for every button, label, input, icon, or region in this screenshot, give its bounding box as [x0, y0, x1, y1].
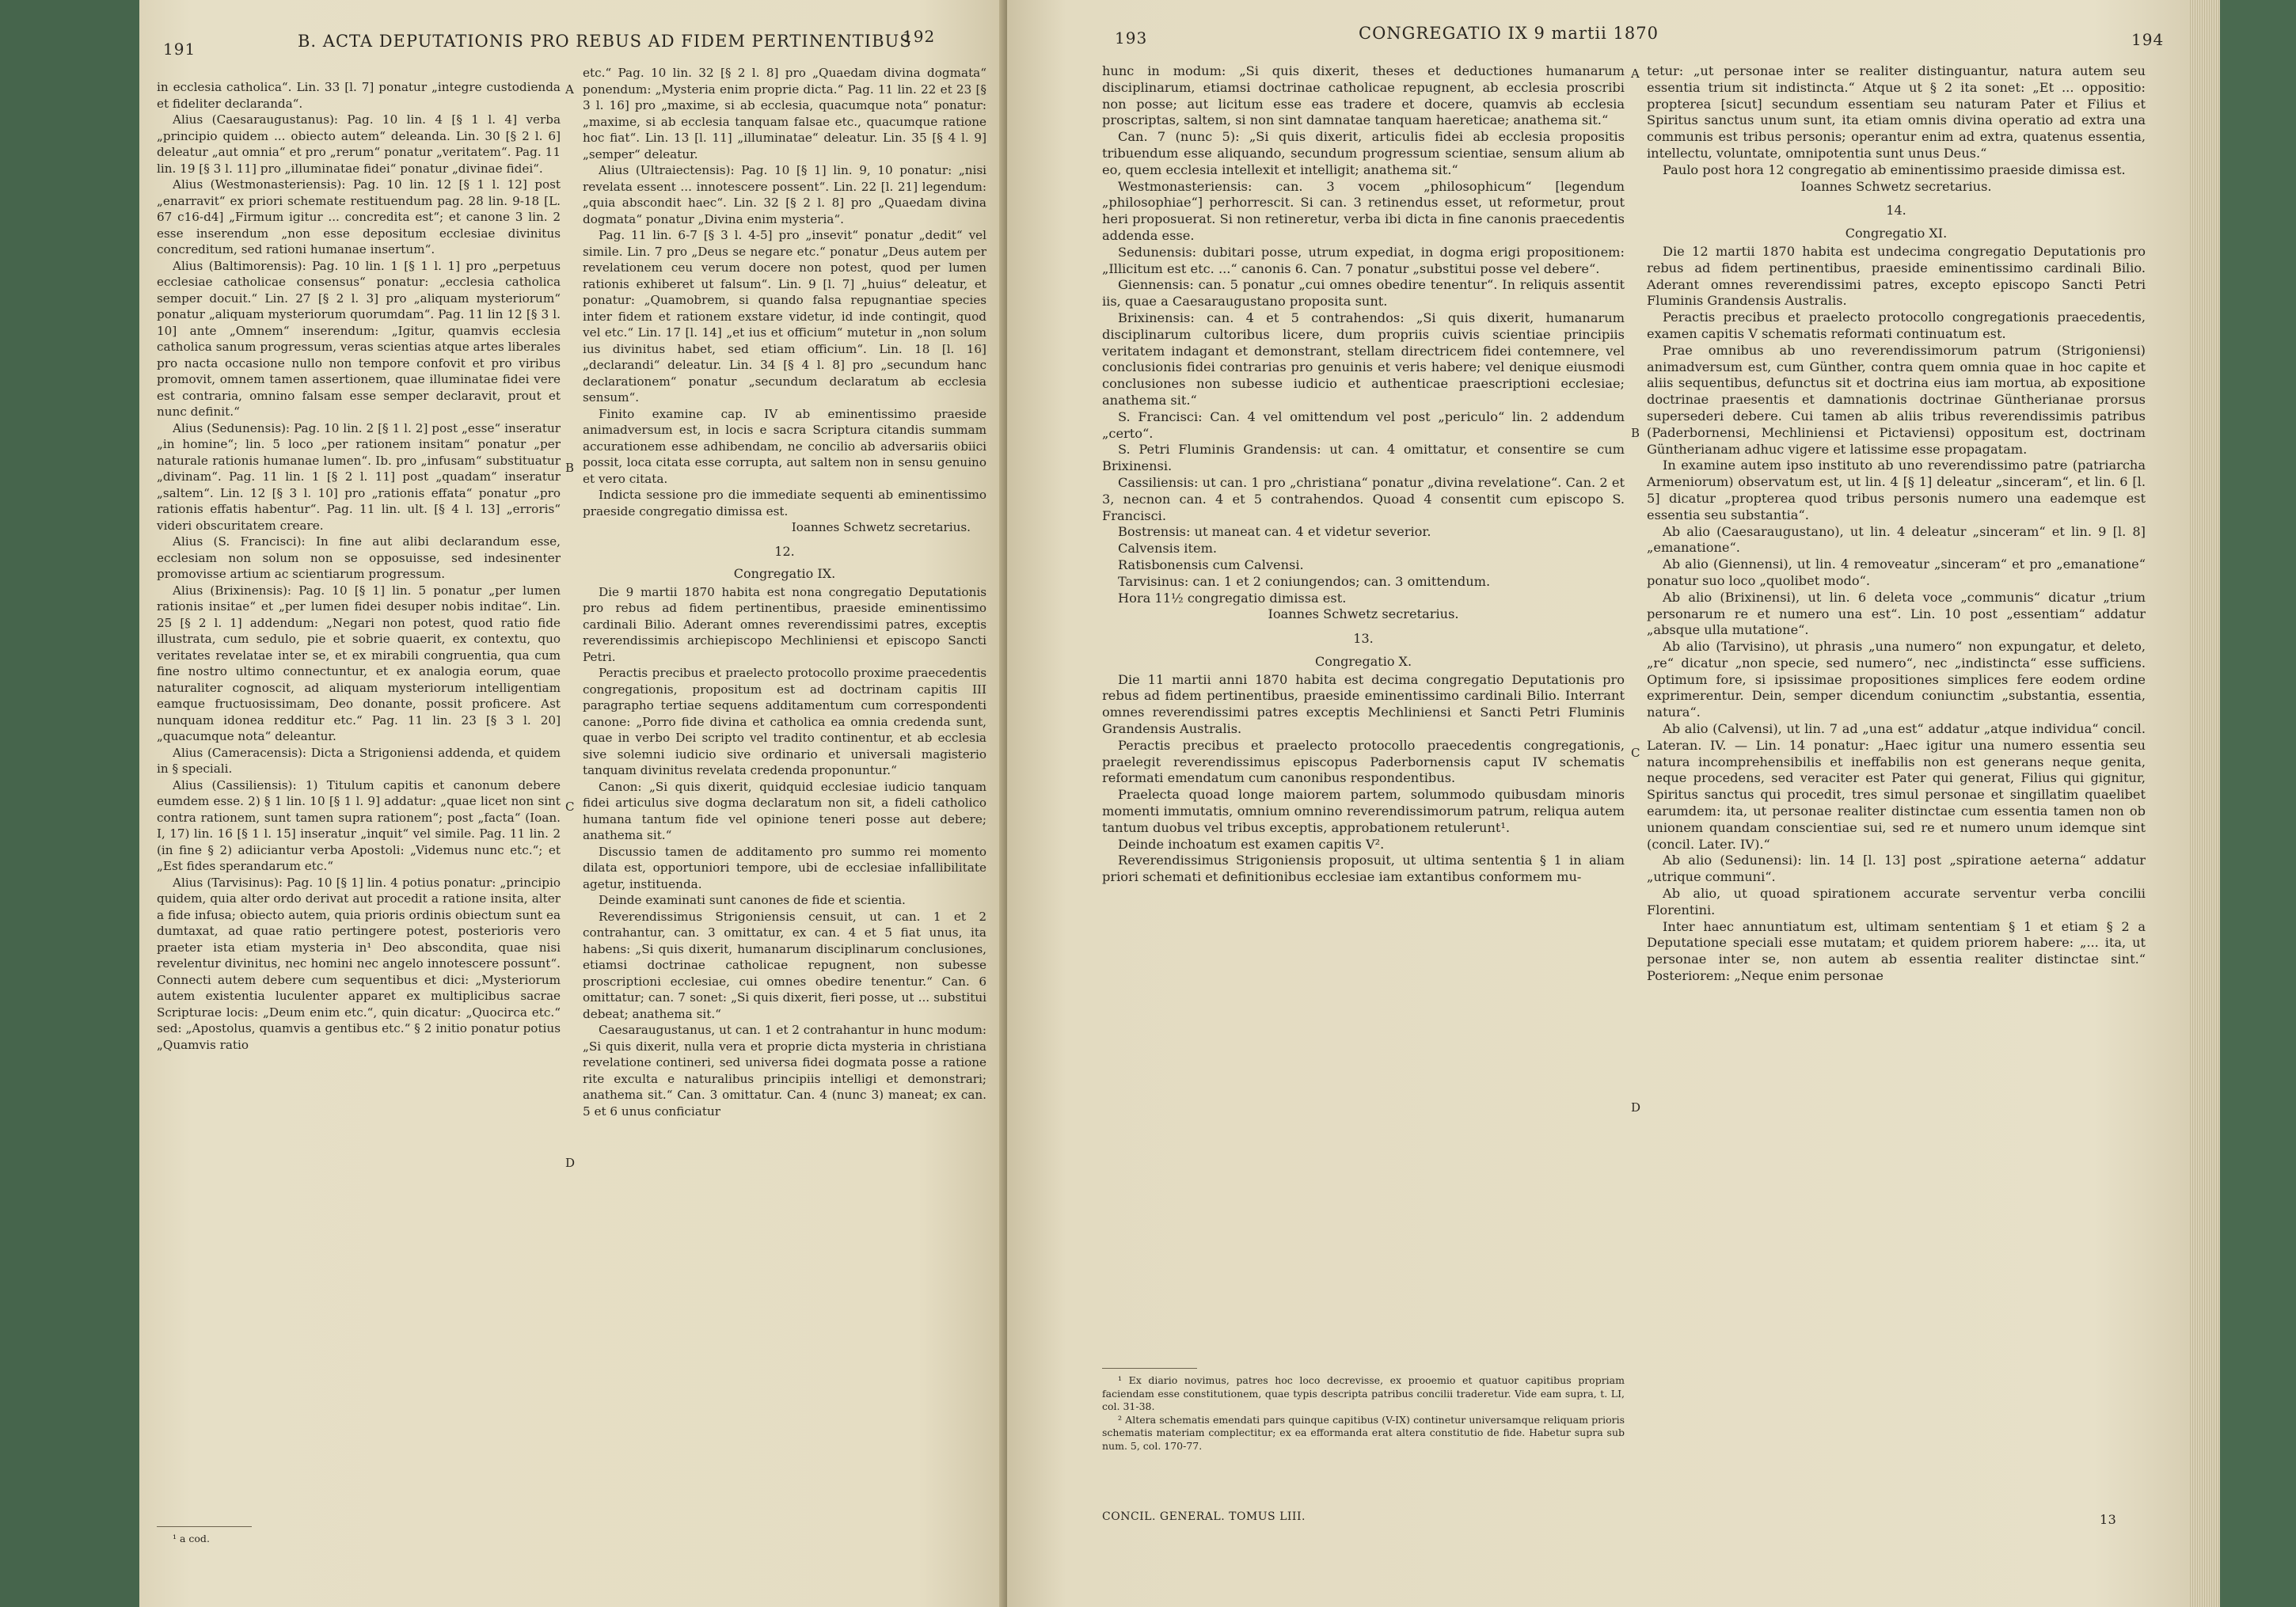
paragraph: Ab alio (Tarvisino), ut phrasis „una numero“ non expungatur, et deleto, „re“ dicatur „non specie, sed numero“, nec „indistincta“ esse sufficiens. Optimum fore, si ipsissimae propositiones simplices fere eodem ordine exprimerentur. Dein, semper dicendum coniunctim „substantia, essentia, natura“.: [1647, 639, 2146, 720]
paragraph: Ab alio (Sedunensi): lin. 14 [l. 13] post „spirationе aeterna“ addatur „utrique communi“.: [1647, 853, 2146, 885]
paragraph: Alius (Baltimorensis): Pag. 10 lin. 1 [§ 1 l. 1] pro „perpetuus ecclesiae catholicae consensus“ ponatur: „ecclesia catholica semper docuit.“ Lin. 27 [§ 2 l. 3] pro „aliquam mysteriorum“ ponatur „aliquam mysteriorum quorumdam“. Pag. 11 lin 12 [§ 3 l. 10] ante „Omnem“ inserendum: „Igitur, quamvis ecclesia catholica sanum progressum, veras scientias atque artes liberales pro nacta occasione nullo non tempore confovit et pro viribus promovit, omnem tamen assertionem, quae illuminatae fidei vere est contraria, omnino falsam esse semper declaravit, prout et nunc definit.“: [157, 258, 561, 419]
paragraph: Alius (Cameracensis): Dicta a Strigoniensi addenda, et quidem in § speciali.: [157, 745, 561, 776]
paragraph: Can. 7 (nunc 5): „Si quis dixerit, articulis fidei ab ecclesia propositis tribuendum esse aliquando, secundum progressum scientiae, sensum alium ab eo, quem ecclesia intellexit et intelligit; anathema sit.“: [1102, 129, 1625, 177]
section-heading: Congregatio XI.: [1845, 226, 1948, 241]
footnote-2: ² Altera schematis emendati pars quinque capitibus (V-IX) continetur universamque reliquam prioris schematis materiam complectitur; ex ea efformanda erat altera constitutio de fide. Habetur supra sub num. 5, col. 170-77.: [1102, 1413, 1625, 1452]
margin-letter-d: D: [1631, 1100, 1641, 1115]
paragraph: Alius (Westmonasteriensis): Pag. 10 lin. 12 [§ 1 l. 12] post „enarravit“ ex priori schemate restituendum pag. 28 lin. 9-18 [L. 67 c16-d4] „Firmum igitur ... concredita est“; et canone 3 lin. 2 esse inserendum „non esse depositum ecclesiae divinitus concreditum, sed rationi humanae insertum“.: [157, 177, 561, 256]
page-number-192: 192: [903, 27, 936, 46]
paragraph: Sedunensis: dubitari posse, utrum expediat, in dogma erigi propositionem: „Illicitum est etc. ...“ canonis 6. Can. 7 ponatur „substitui posse vel debere“.: [1102, 244, 1625, 276]
margin-letter-a: A: [1631, 66, 1640, 81]
left-page-column-2: [583, 65, 986, 1119]
paragraph: S. Francisci: Can. 4 vel omittendum vel post „periculo“ lin. 2 addendum „certo“.: [1102, 408, 1625, 441]
footnote-left: ¹ a cod.: [173, 1533, 210, 1544]
page-edges: [2188, 0, 2220, 1607]
paragraph: S. Petri Fluminis Grandensis: ut can. 4 omittatur, et consentire se cum Brixinensi.: [1102, 442, 1625, 474]
left-page-column-1: [157, 79, 561, 1053]
paragraph: Ab alio (Giennensi), ut lin. 4 removeatur „sinceram“ et pro „emanatione“ ponatur suo loco „quolibet modo“.: [1647, 557, 2146, 588]
paragraph: Reverendissimus Strigoniensis proposuit, ut ultima sententia § 1 in aliam priori schemati et definitionibus ecclesiae iam extantibus conformem mu-: [1102, 853, 1625, 885]
footnotes-right: [1102, 1374, 1625, 1453]
right-page-column-1: [1102, 63, 1625, 886]
paragraph: Brixinensis: can. 4 et 5 contrahendos: „Si quis dixerit, humanarum disciplinarum cultoribus licere, dum propriis cuivis scientiae principiis veritatem indagant et demonstrant, stellam directricem fidei contemnere, vel conclusionis fidei contrarias pro genuinis et veris habere; vel denique eiusmodi conclusiones non subesse iudicio et authenticae praescriptioni ecclesiae; anathema sit.“: [1102, 310, 1625, 408]
paragraph: Ab alio (Brixinensi), ut lin. 6 deleta voce „communis“ dicatur „trium personarum re et numero una est“. Lin. 10 post „essentiam“ addatur „absque ulla mutatione“.: [1647, 589, 2146, 638]
secretary-signature: Ioannes Schwetz secretarius.: [1800, 178, 1992, 194]
secretary-signature: Ioannes Schwetz secretarius.: [1268, 606, 1459, 622]
paragraph: Alius (Caesaraugustanus): Pag. 10 lin. 4 [§ 1 l. 4] verba „principio quidem ... obiecto autem“ deleanda. Lin. 30 [§ 2 l. 6] deleatur „aut omnia“ et pro „rerum“ ponatur „veritatem“. Pag. 11 lin. 19 [§ 3 l. 11] pro „illuminatae fidei“ ponatur „divinae fidei“.: [157, 112, 561, 176]
paragraph: Paulo post hora 12 congregatio ab eminentissimo praeside dimissa est.: [1663, 161, 2126, 177]
paragraph: Finito examine cap. IV ab eminentissimo praeside animadversum est, in locis e sacra Scriptura citandis summam accurationem esse adhibendam, ne concilio ab adversariis obiici possit, loca citata esse corrupta, aut saltem non in sensu genuino et vero citata.: [583, 406, 986, 486]
paragraph: Prae omnibus ab uno reverendissimorum patrum (Strigoniensi) animadversum est, cum Günther, contra quem omnia quae in hoc capite et aliis sequentibus, defunctus sit et doctrina eius iam mortua, ab expositione doctrinae praesentis et damnationis doctrinae Güntherianae prorsus supersederi debere. Cui tamen ab aliis tribus reverendissimis patribus (Paderbornensi, Mechliniensi et Pictaviensi) oppositum est, doctrinam Güntherianam adhuc vigere et latissime esse propagatam.: [1647, 342, 2146, 457]
paragraph: Deinde inchoatum est examen capitis V².: [1118, 836, 1385, 852]
page-number-194: 194: [2131, 30, 2165, 49]
paragraph: Indicta sessione pro die immediate sequenti ab eminentissimo praeside congregatio dimissa est.: [583, 488, 986, 519]
paragraph: Caesaraugustanus, ut can. 1 et 2 contrahantur in hunc modum: „Si quis dixerit, nulla vera et proprie dicta mysteria in christiana revelatione contineri, sed universa fidei dogmata posse a ratione rite exculta e naturalibus principiis intelligi et demonstrari; anathema sit.“ Can. 3 omittatur. Can. 4 (nunc 3) maneat; ex can. 5 et 6 unus conficiatur: [583, 1023, 986, 1119]
paragraph: Alius (Ultraiectensis): Pag. 10 [§ 1] lin. 9, 10 ponatur: „nisi revelata essent ... innotescere possent“. Lin. 22 [l. 21] legendum: „quia abscondit haec“. Lin. 32 [§ 2 l. 8] pro „Quaedam divina dogmata“ ponatur „Divina enim mysteria“.: [583, 163, 986, 226]
paragraph: Ratisbonensis cum Calvensi.: [1118, 557, 1304, 572]
section-number: 13.: [1353, 631, 1374, 647]
paragraph: tetur: „ut personae inter se realiter distinguantur, natura autem seu essentia trium sit indistincta.“ Atque ut § 2 ita sonet: „Et ... oppositio: propterea [sicut] secundum essentiam seu naturam Pater et Filius et Spiritus sanctus unum sunt, ita etiam omnis divina operatio ad extra una communis est tribus personis; operantur enim ad extra, quatenus essentia, intellectu, voluntate, omnipotentia sunt unus Deus.“: [1647, 63, 2146, 161]
paragraph: Alius (S. Francisci): In fine aut alibi declarandum esse, ecclesiam non solum non se opposuisse, sed indesinenter promovisse artium ac scientiarum progressum.: [157, 534, 561, 581]
section-heading: Congregatio IX.: [733, 566, 836, 581]
paragraph: In examine autem ipso instituto ab uno reverendissimo patre (patriarcha Armeniorum) observatum est, ut lin. 4 [§ 1] deleatur „sinceram“, et lin. 6 [l. 5] dicatur „propterea quod tribus personis numero una eademque est essentia seu substantia“.: [1647, 458, 2146, 522]
paragraph: Die 12 martii 1870 habita est undecima congregatio Deputationis pro rebus ad fidem pertinentibus, praeside eminentissimo cardinali Bilio. Aderant omnes reverendissimi patres, excepto episcopo Sancti Petri Fluminis Grandensis Australis.: [1647, 243, 2146, 309]
paragraph: Peractis precibus et praelecto protocollo proxime praecedentis congregationis, propositum est ad doctrinam capitis III paragrapho tertiae sequens additamentum cum correspondenti canone: „Porro fide divina et catholica ea omnia credenda sunt, quae in verbo Dei scripto vel tradito continentur, et ab ecclesia sive solemni iudicio sive ordinario et universali magisterio tanquam divinitus revelata credenda proponuntur.“: [583, 666, 986, 777]
printer-signature-line: CONCIL. GENERAL. TOMUS LIII.: [1102, 1510, 1306, 1523]
margin-letter-b: B: [565, 461, 575, 475]
paragraph: Die 9 martii 1870 habita est nona congregatio Deputationis pro rebus ad fidem pertinentibus, praeside eminentissimo cardinali Bilio. Aderant omnes reverendissimi patres, exceptis reverendissimis archiepiscopo Mechliniensi et episcopo Sancti Petri.: [583, 584, 986, 664]
paragraph: Ab alio (Caesaraugustano), ut lin. 4 deleatur „sinceram“ et lin. 9 [l. 8] „emanatione“.: [1647, 523, 2146, 556]
paragraph: in ecclesia catholica“. Lin. 33 [l. 7] ponatur „integre custodienda et fideliter declaranda“.: [157, 80, 561, 111]
paragraph: Peractis precibus et praelecto protocollo praecedentis congregationis, praelegit reverendissimus episcopus Paderbornensis caput IV schematis reformati emendatum cum canonibus respondentibus.: [1102, 737, 1625, 786]
section-heading: Congregatio X.: [1314, 653, 1412, 669]
paragraph: Cassiliensis: ut can. 1 pro „christiana“ ponatur „divina revelatione“. Can. 2 et 3, necnon can. 4 et 5 contrahendos. Quoad 4 consentit cum episcopo S. Francisci.: [1102, 474, 1625, 523]
paragraph: Peractis precibus et praelecto protocollo congregationis praecedentis, examen capitis V schematis reformati continuatum est.: [1647, 310, 2146, 341]
paragraph: Inter haec annuntiatum est, ultimam sententiam § 1 et etiam § 2 a Deputatione speciali esse mutatam; et quidem priorem habere: „... ita, ut personae inter se, non autem ab essentia realiter distinctae sint.“ Posteriorem: „Neque enim personae: [1647, 918, 2146, 984]
page-number-191: 191: [163, 40, 196, 59]
paragraph: etc.“ Pag. 10 lin. 32 [§ 2 l. 8] pro „Quaedam divina dogmata“ ponendum: „Mysteria enim proprie dicta.“ Pag. 11 lin. 22 et 23 [§ 3 l. 16] pro „maxime, si ab ecclesia, quacumque nota“ ponatur: „maxime, si ab ecclesia tanquam falsae etc., quacumque ratione hoc fiat“. Lin. 13 [l. 11] „illuminatae“ deleatur. Lin. 35 [§ 4 l. 9] „semper“ deleatur.: [583, 66, 986, 161]
paragraph: Canon: „Si quis dixerit, quidquid ecclesiae iudicio tanquam fidei articulus sive dogma declaratum non sit, a fideli catholico humana tantum fide vel opinione teneri posse aut debere; anathema sit.“: [583, 779, 986, 842]
paragraph: Pag. 11 lin. 6-7 [§ 3 l. 4-5] pro „insevit“ ponatur „dedit“ vel simile. Lin. 7 pro „Deus se negare etc.“ ponatur „Deus autem per revelationem ceu verum docere non potest, quod per lumen rationis exhiberet ut falsum“. Lin. 9 [l. 7] „huius“ deleatur, et ponatur: „Quamobrem, si quando falsa repugnantiae species inter fidem et rationem exstare videtur, id inde contingit, quod vel etc.“ Lin. 17 [l. 14] „et ius et officium“ mutetur in „non solum ius divinitus habet, sed etiam officium“. Lin. 18 [l. 16] „declarandi“ deleatur. Lin. 34 [§ 4 l. 8] pro „secundum hanc declarationem“ ponatur „secundum declaratum ab ecclesia sensum“.: [583, 228, 986, 405]
margin-letter-d: D: [565, 1156, 576, 1170]
paragraph: Discussio tamen de additamento pro summo rei momento dilata est, opportuniori tempore, ubi de ecclesiae infallibilitate agetur, instituenda.: [583, 844, 986, 891]
margin-letter-b: B: [1631, 426, 1640, 440]
paragraph: Alius (Brixinensis): Pag. 10 [§ 1] lin. 5 ponatur „per lumen rationis insitae“ et „per lumen fidei desuper nobis inditae“. Lin. 25 [§ 2 l. 1] addendum: „Negari non potest, quod ratio fide illustrata, cum sedulo, pie et sobrie quaerit, ex contextu, quo veritates revelatae inter se, et ex mirabili congruentia, qua cum fine nostro ultimo connectuntur, et ex analogia eorum, quae naturaliter cognoscit, ad aliquam mysteriorum intelligentiam eamque fructuosissimam, Deo donante, possit proficere. Ast nunquam idonea redditur etc.“ Pag. 11 lin. 23 [§ 3 l. 20] „quacumque nota“ deleantur.: [157, 583, 561, 743]
paragraph: Giennensis: can. 5 ponatur „cui omnes obedire tenentur“. In reliquis assentit iis, quae a Caesaraugustano proposita sunt.: [1102, 277, 1625, 310]
gathering-signature-number: 13: [2100, 1512, 2117, 1527]
paragraph: Tarvisinus: can. 1 et 2 coniungendos; can. 3 omittendum.: [1118, 573, 1491, 589]
paragraph: hunc in modum: „Si quis dixerit, theses et deductiones humanarum disciplinarum, etiamsi doctrinae catholicae repugnent, ab ecclesia proscribi non posse; aut licitum esse eas tradere et docere, quamvis ab ecclesia proscriptas, saltem, si non sint damnatae tanquam haereticae; anathema sit.“: [1102, 63, 1625, 128]
paragraph: Praelecta quoad longe maiorem partem, solummodo quibusdam minoris momenti immutatis, omnium omnino reverendissimorum patrum, reliqua autem tantum duobus vel tribus exceptis, approbationem retulerunt¹.: [1102, 787, 1625, 835]
paragraph: Westmonasteriensis: can. 3 vocem „philosophicum“ [legendum „philosophiae“] perhorrescit. Si can. 3 retinendus esset, ut reformetur, prout heri proposuerat. Si non retineretur, verba ibi dicta in fine canonis praecedentis addenda esse.: [1102, 178, 1625, 243]
paragraph: Bostrensis: ut maneat can. 4 et videtur severior.: [1118, 524, 1431, 540]
paragraph: Calvensis item.: [1118, 541, 1218, 557]
footnote-1: ¹ Ex diario novimus, patres hoc loco decrevisse, ex prooemio et quatuor capitibus propriam faciendam esse constitutionem, quae typis descripta patribus concilii traderetur. Vide eam supra, t. LI, col. 31-38.: [1102, 1374, 1625, 1412]
section-number: 12.: [774, 543, 795, 559]
running-head-right: CONGREGATIO IX 9 martii 1870: [1359, 24, 1659, 43]
paragraph: Hora 11½ congregatio dimissa est.: [1118, 590, 1347, 606]
right-page-column-2: [1647, 63, 2146, 985]
paragraph: Reverendissimus Strigoniensis censuit, ut can. 1 et 2 contrahantur, can. 3 omittatur, ex can. 4 et 5 fiat unus, ita habens: „Si quis dixerit, humanarum disciplinarum conclusiones, etiamsi doctrinae catholicae repugnent, non subesse proscriptioni ecclesiae, cui omnes obedire tenentur.“ Can. 6 omittatur; can. 7 sonet: „Si quis dixerit, fieri posse, ut ... substitui debeat; anathema sit.“: [583, 909, 986, 1021]
page-number-193: 193: [1115, 28, 1148, 47]
left-page: [139, 0, 1005, 1607]
paragraph: Alius (Cassiliensis): 1) Titulum capitis et canonum debere eumdem esse. 2) § 1 lin. 10 [§ 1 l. 9] addatur: „quae licet non sint contra rationem, sunt tamen supra rationem“; post „facta“ (Ioan. I, 17) lin. 16 [§ 1 l. 15] inseratur „inquit“ vel simile. Pag. 11 lin. 2 (in fine § 2) adiiciantur verba Apostoli: „Videmus nunc etc.“; et „Est fides sperandarum etc.“: [157, 777, 561, 873]
paragraph: Ab alio, ut quoad spirationem accurate serventur verba concilii Florentini.: [1647, 886, 2146, 917]
secretary-signature: Ioannes Schwetz secretarius.: [791, 520, 971, 534]
paragraph: Alius (Tarvisinus): Pag. 10 [§ 1] lin. 4 potius ponatur: „principio quidem, quia alter ordo derivat aut procedit a ratione insita, alter a fide infusa; obiecto autem, quia prioris ordinis obiectum sunt ea dumtaxat, ad quae ratio pertingere potest, posterioris vero praeter ista etiam mysteria in¹ Deo abscondita, quae nisi revelentur divinitus, nec homini nec angelo innotescere possunt“. Connecti autem debere cum sequentibus et dici: „Mysteriorum autem existentia luculenter apparet ex multiplicibus sacrae Scripturae locis: „Deum enim etc.“, quin dicatur: „Quocirca etc.“ sed: „Apostolus, quamvis a gentibus etc.“ § 2 initio ponatur potius „Quamvis ratio: [157, 875, 561, 1052]
paragraph: Ab alio (Calvensi), ut lin. 7 ad „una est“ addatur „atque individua“ concil. Lateran. IV. — Lin. 14 ponatur: „Haec igitur una numero essentia seu natura incomprehensibilis et ineffabilis non est generans neque genita, neque procedens, sed veraciter est Pater qui generat, Filius qui gignitur, Spiritus sanctus qui procedit, tres simul personae et singillatim quaelibet earumdem: ita, ut personae realiter distinctae cum essentia tamen non ob unionem quandam conscientiae sui, sed re et numero unum idemque sint (concil. Later. IV).“: [1647, 721, 2146, 852]
footnote-rule: [1102, 1368, 1197, 1369]
right-page: [1007, 0, 2188, 1607]
footnote-rule: [157, 1526, 252, 1527]
background-left: [0, 0, 139, 1607]
margin-letter-a: A: [565, 82, 574, 97]
margin-letter-c: C: [565, 800, 575, 814]
paragraph: Alius (Sedunensis): Pag. 10 lin. 2 [§ 1 l. 2] post „esse“ inseratur „in homine“; lin. 5 loco „per rationem insitam“ ponatur „per naturale rationis humanae lumen“. Ib. pro „infusam“ substituatur „divinam“. Pag. 11 lin. 1 [§ 2 l. 11] post „quadam“ inseratur „saltem“. Lin. 12 [§ 3 l. 10] pro „rationis effata“ ponatur „pro rationis effatis habentur“. Pag. 11 lin. ult. [§ 4 l. 13] „erroris“ videri obscuritatem creare.: [157, 420, 561, 533]
running-head-left: B. ACTA DEPUTATIONIS PRO REBUS AD FIDEM PERTINENTIBUS: [298, 32, 912, 51]
paragraph: Deinde examinati sunt canones de fide et scientia.: [599, 893, 906, 907]
paragraph: Die 11 martii anni 1870 habita est decima congregatio Deputationis pro rebus ad fidem pertinentibus, praeside eminentissimo cardinali Bilio. Interrant omnes reverendissimi patres exceptis Mechliniensi et Sancti Petri Fluminis Grandensis Australis.: [1102, 671, 1625, 737]
section-number: 14.: [1886, 203, 1906, 218]
margin-letter-c: C: [1631, 746, 1640, 760]
